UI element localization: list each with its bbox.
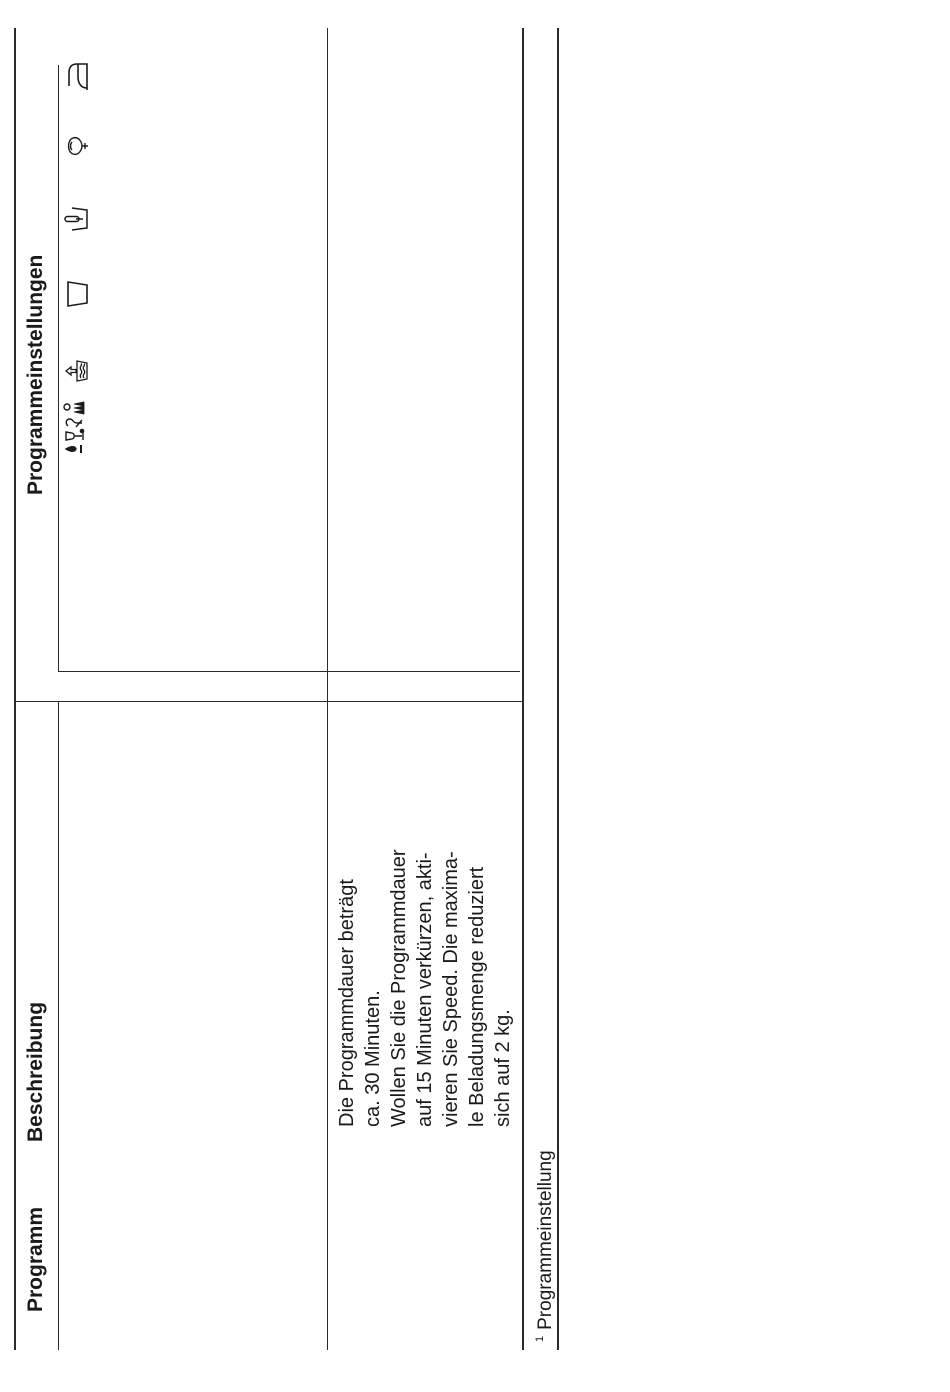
description-line: sich auf 2 kg. xyxy=(492,1009,514,1127)
iron-icon xyxy=(63,62,91,92)
footnote-text: Programmeinstellung xyxy=(535,1150,556,1330)
footnote-marker: 1 xyxy=(534,1335,546,1342)
bottom-rule xyxy=(522,28,524,1350)
header-programm: Programm xyxy=(24,1206,47,1312)
description-line: vieren Sie Speed. Die maxima- xyxy=(440,851,462,1127)
description-line: auf 15 Minuten verkürzen, akti- xyxy=(414,852,436,1127)
rinse-hold-tub-icon xyxy=(62,204,92,234)
description-line: le Beladungsmenge reduziert xyxy=(466,866,488,1127)
row-rule xyxy=(327,28,328,1350)
header-rule-right xyxy=(58,65,59,672)
description-line: ca. 30 Minuten. xyxy=(362,990,384,1127)
tub-icon xyxy=(62,279,92,309)
program-description xyxy=(334,849,516,1127)
header-programmeinstellungen: Programmeinstellungen xyxy=(24,254,47,495)
footnote xyxy=(528,1150,558,1342)
description-line: Wollen Sie die Programmdauer xyxy=(388,849,410,1127)
spots-wine-grass-stains-icon xyxy=(62,397,88,455)
header-beschreibung: Beschreibung xyxy=(24,1001,47,1142)
description-line: Die Programmdauer beträgt xyxy=(336,879,358,1127)
column-divider xyxy=(16,701,523,702)
prewash-tub-icon xyxy=(64,358,90,384)
header-rule-left xyxy=(58,702,59,1350)
spin-icon xyxy=(64,133,90,159)
top-rule xyxy=(14,28,16,1350)
settings-left-border xyxy=(58,671,520,672)
